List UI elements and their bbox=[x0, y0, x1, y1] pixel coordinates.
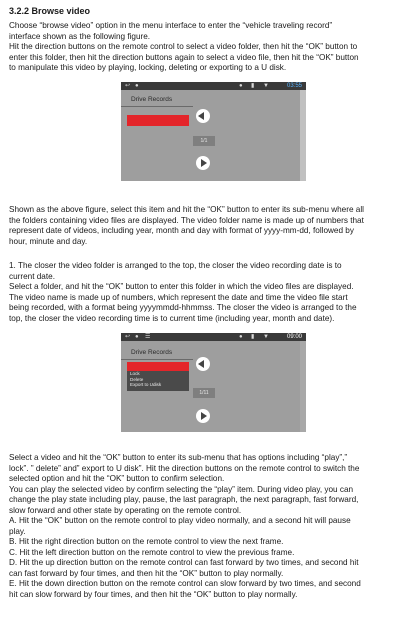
folder-order-paragraph bbox=[9, 261, 407, 324]
video-options-menu bbox=[127, 371, 189, 391]
drive-records-title: Drive Records bbox=[131, 96, 173, 103]
location-icon: ● bbox=[239, 334, 243, 340]
menu-icon: ☰ bbox=[145, 334, 151, 340]
battery-icon: ▮ bbox=[251, 83, 255, 89]
video-file-list bbox=[221, 349, 297, 366]
wifi-icon: ▼ bbox=[263, 83, 269, 89]
previous-page-button[interactable] bbox=[196, 357, 210, 371]
text-line: hour, minute and day. bbox=[9, 236, 88, 246]
home-icon: ● bbox=[135, 334, 139, 340]
text-line: represent date of videos, including year, month and day with format of yyyy-mm-dd, followed by bbox=[9, 226, 354, 235]
text-line: being recorded, with a format being yyyymmdd-hhmmss. The closer the video is arranged to the bbox=[9, 303, 357, 312]
text-line: lock”. ” delete” and” export to U disk”. Hit the direction buttons on the remote control to switch the bbox=[9, 463, 360, 473]
right-triangle-icon bbox=[201, 159, 207, 167]
text-line: slow forward and other state by operating on the remote control. bbox=[9, 505, 242, 515]
text-line: selected option and hit the “OK” button to confirm selection. bbox=[9, 474, 225, 483]
battery-icon: ▮ bbox=[251, 334, 255, 340]
right-triangle-icon bbox=[201, 412, 207, 420]
text-line: can fast forward by four times, and then hit the “OK” button to play normally. bbox=[9, 568, 284, 578]
selected-video-row[interactable] bbox=[127, 362, 189, 371]
page-counter: 1/1 bbox=[193, 136, 215, 146]
text-line: the folders containing video files are displayed. The video folder name is made up of numbers that bbox=[9, 215, 364, 225]
faded-list-row bbox=[221, 349, 297, 357]
title-divider bbox=[121, 359, 193, 360]
video-submenu-screenshot bbox=[121, 333, 306, 432]
text-line: A. Hit the “OK” button on the remote control to play video normally, and a second hit will pause bbox=[9, 516, 351, 525]
page-counter: 1/11 bbox=[193, 388, 215, 398]
wifi-icon: ▼ bbox=[263, 334, 269, 340]
text-line: to manipulate this video by playing, locking, deleting or exporting to a U disk. bbox=[9, 63, 287, 72]
text-line: You can play the selected video by confirm selecting the “play” item. During video play, you can bbox=[9, 484, 354, 494]
text-line: C. Hit the left direction button on the remote control to view the previous frame. bbox=[9, 547, 295, 557]
text-line: hit can slow forward by four times, and then hit the “OK” button to play normally. bbox=[9, 589, 298, 599]
text-line: D. Hit the up direction button on the remote control can fast forward by two times, and second hit bbox=[9, 558, 359, 567]
left-triangle-icon bbox=[198, 112, 204, 120]
back-arrow-icon: ↩ bbox=[125, 83, 131, 89]
faded-list-row bbox=[221, 357, 297, 365]
next-page-button[interactable] bbox=[196, 409, 210, 423]
status-clock: 03:55 bbox=[286, 83, 302, 89]
text-line: interface shown as the following figure. bbox=[9, 31, 151, 41]
status-bar bbox=[121, 82, 306, 90]
text-line: B. Hit the right direction button on the remote control to view the next frame. bbox=[9, 537, 284, 546]
left-triangle-icon bbox=[198, 360, 204, 368]
text-line: Choose “browse video” option in the menu interface to enter the “vehicle traveling record” bbox=[9, 21, 333, 30]
drive-records-title: Drive Records bbox=[131, 349, 173, 356]
location-icon: ● bbox=[239, 83, 243, 89]
text-line: E. Hit the down direction button on the remote control can slow forward by two times, and second bbox=[9, 579, 361, 588]
text-line: play. bbox=[9, 526, 26, 536]
status-bar bbox=[121, 333, 306, 341]
text-line: Shown as the above figure, select this item and hit the “OK” button to enter its sub-menu where all bbox=[9, 205, 364, 214]
menu-item-export[interactable]: Export to Udisk bbox=[130, 382, 162, 388]
drive-records-screenshot bbox=[121, 82, 306, 181]
section-heading: 3.2.2 Browse video bbox=[9, 6, 91, 16]
text-line: change the play state including play, pause, the last paragraph, the next paragraph, fast forward, bbox=[9, 495, 359, 504]
text-line: 1. The closer the video folder is arranged to the top, the closer the video recording date is to bbox=[9, 261, 342, 270]
intro-paragraph bbox=[9, 21, 407, 74]
text-line: Select a video and hit the “OK” button to enter its sub-menu that has options including “play”,” bbox=[9, 453, 348, 462]
screen-edge bbox=[300, 90, 306, 181]
home-icon: ● bbox=[135, 83, 139, 89]
menu-item-delete[interactable]: Delete bbox=[130, 376, 144, 382]
title-divider bbox=[121, 106, 193, 107]
text-line: current date. bbox=[9, 271, 55, 281]
folder-description-paragraph bbox=[9, 205, 407, 247]
menu-item-lock[interactable]: Lock bbox=[130, 371, 140, 376]
selected-folder-row[interactable] bbox=[127, 115, 189, 126]
text-line: Hit the direction buttons on the remote control to select a video folder, then hit the “OK” button to bbox=[9, 42, 358, 51]
next-page-button[interactable] bbox=[196, 156, 210, 170]
screen-edge bbox=[300, 341, 306, 432]
text-line: enter this folder, then hit the direction buttons again to select a video file, then hit the “OK” button bbox=[9, 52, 359, 62]
text-line: The video name is made up of numbers, which represent the date and time the video file start bbox=[9, 292, 348, 302]
previous-page-button[interactable] bbox=[196, 109, 210, 123]
back-arrow-icon: ↩ bbox=[125, 334, 131, 340]
text-line: top, the closer the video recording time is to current time (including year, month and date). bbox=[9, 313, 335, 323]
video-playback-paragraph bbox=[9, 453, 407, 600]
status-clock: 09:00 bbox=[286, 334, 302, 340]
text-line: Select a folder, and hit the “OK” button to enter this folder in which the video files are displayed. bbox=[9, 282, 354, 291]
